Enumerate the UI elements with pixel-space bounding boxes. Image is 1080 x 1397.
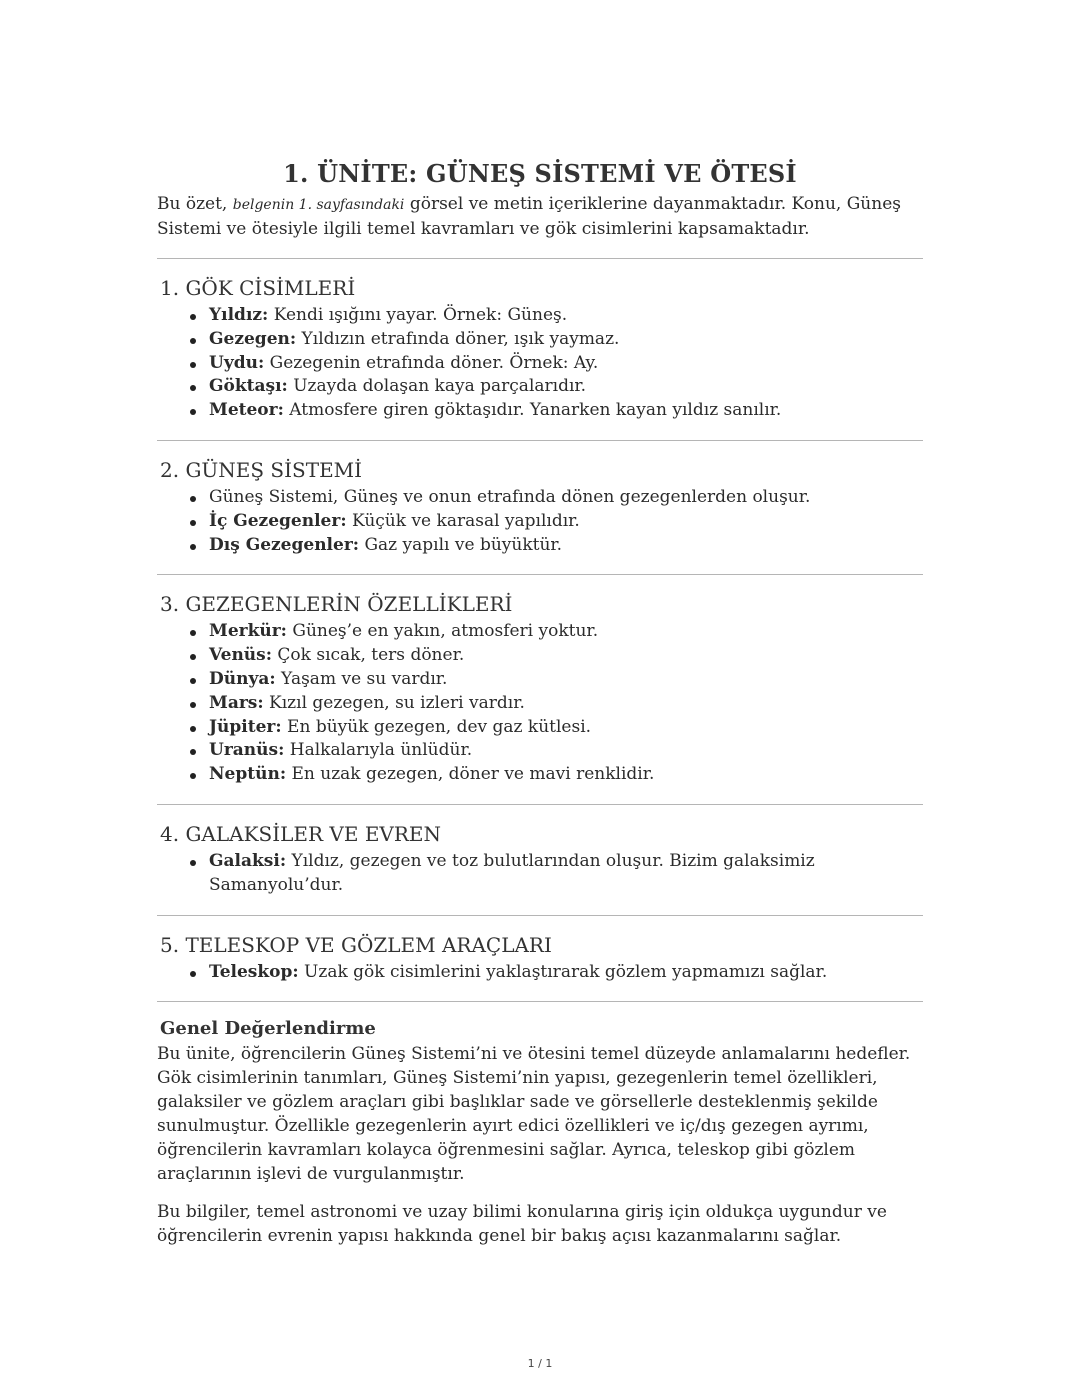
- list-item: [209, 375, 923, 399]
- list-item-text: Kendi ışığını yayar. Örnek: Güneş.: [268, 305, 568, 325]
- list-item: [209, 352, 923, 376]
- list-item: [209, 644, 923, 668]
- list-item-text: Uzayda dolaşan kaya parçalarıdır.: [287, 376, 587, 397]
- intro-text-start: Bu özet,: [157, 194, 233, 214]
- list-item: [209, 399, 923, 423]
- page-title: 1. ÜNİTE: GÜNEŞ SİSTEMİ VE ÖTESİ: [283, 159, 797, 188]
- list-item-text: Gezegenin etrafında döner. Örnek: Ay.: [264, 352, 599, 373]
- list-item-text: Yaşam ve su vardır.: [275, 668, 448, 689]
- list-item: [209, 850, 923, 898]
- bullet-icon: [190, 678, 196, 684]
- list-item: [209, 763, 923, 787]
- bullet-icon: [190, 773, 196, 779]
- section-divider: [157, 1001, 923, 1002]
- list-item: [209, 668, 923, 692]
- list-item-term: Galaksi:: [209, 850, 287, 871]
- section-divider: [157, 258, 923, 259]
- list-item-term: Yıldız:: [209, 305, 269, 325]
- bullet-icon: [190, 726, 196, 732]
- section-divider: [157, 440, 923, 441]
- bullet-icon: [190, 385, 196, 391]
- list-item-text: Kızıl gezegen, su izleri vardır.: [263, 692, 525, 713]
- bullet-icon: [190, 544, 196, 550]
- section-divider: [157, 804, 923, 805]
- list-item: [209, 510, 923, 534]
- list-item-text: En uzak gezegen, döner ve mavi renklidir.: [286, 764, 655, 785]
- bullet-icon: [190, 520, 196, 526]
- list-item: [209, 486, 923, 510]
- list-item-term: Venüs:: [209, 645, 273, 666]
- section-list: [157, 620, 923, 787]
- list-item: [209, 620, 923, 644]
- bullet-icon: [190, 496, 196, 502]
- section-list: [157, 304, 923, 423]
- bullet-icon: [190, 971, 196, 977]
- intro-text-end: görsel ve metin içeriklerine dayanmaktadır. Konu, Güneş Sistemi ve ötesiyle ilgili temel kavramları ve gök cisimlerini kapsamaktadır.: [157, 194, 901, 239]
- list-item-term: İç Gezegenler:: [209, 510, 347, 531]
- bullet-icon: [190, 630, 196, 636]
- section-heading: 2. GÜNEŞ SİSTEMİ: [160, 457, 363, 482]
- intro-italic-text: belgenin 1. sayfasındaki: [232, 197, 405, 213]
- list-item-term: Gezegen:: [209, 328, 297, 349]
- list-item-term: Dünya:: [209, 668, 276, 689]
- list-item-term: Göktaşı:: [209, 376, 288, 397]
- bullet-icon: [190, 860, 196, 866]
- list-item-term: Dış Gezegenler:: [209, 534, 360, 555]
- list-item-text: Gaz yapılı ve büyüktür.: [359, 534, 563, 555]
- list-item-term: Uydu:: [209, 352, 265, 373]
- list-item-text: Güneş Sistemi, Güneş ve onun etrafında dönen gezegenlerden oluşur.: [209, 486, 811, 507]
- list-item: [209, 739, 923, 763]
- list-item: [209, 961, 923, 985]
- list-item-text: Yıldızın etrafında döner, ışık yaymaz.: [296, 328, 620, 349]
- evaluation-heading: Genel Değerlendirme: [160, 1018, 376, 1040]
- list-item-term: Uranüs:: [209, 740, 285, 761]
- list-item-text: Uzak gök cisimlerini yaklaştırarak gözlem yapmamızı sağlar.: [298, 961, 828, 982]
- list-item-term: Jüpiter:: [209, 716, 282, 737]
- page-number: 1 / 1: [527, 1357, 553, 1370]
- bullet-icon: [190, 702, 196, 708]
- list-item: [209, 716, 923, 740]
- list-item-text: Küçük ve karasal yapılıdır.: [346, 510, 580, 531]
- list-item-text: Güneş’e en yakın, atmosferi yoktur.: [286, 621, 599, 642]
- section-heading: 5. TELESKOP VE GÖZLEM ARAÇLARI: [160, 932, 552, 957]
- section-list: [157, 486, 923, 557]
- list-item: [209, 328, 923, 352]
- document-page: [157, 158, 923, 1248]
- bullet-icon: [190, 749, 196, 755]
- bullet-icon: [190, 338, 196, 344]
- section-heading: 4. GALAKSİLER VE EVREN: [160, 821, 442, 846]
- section-heading: 1. GÖK CİSİMLERİ: [160, 276, 356, 300]
- section-list: [157, 850, 923, 898]
- list-item: [209, 692, 923, 716]
- list-item-term: Teleskop:: [209, 961, 299, 982]
- intro-paragraph: [157, 192, 923, 241]
- section-list: [157, 961, 923, 985]
- bullet-icon: [190, 654, 196, 660]
- list-item-term: Neptün:: [209, 764, 287, 785]
- list-item-text: Halkalarıyla ünlüdür.: [284, 740, 473, 761]
- section-heading: 3. GEZEGENLERİN ÖZELLİKLERİ: [160, 592, 513, 617]
- list-item-term: Meteor:: [209, 400, 284, 421]
- list-item: [209, 304, 923, 328]
- section-divider: [157, 574, 923, 575]
- list-item-text: En büyük gezegen, dev gaz kütlesi.: [281, 716, 592, 737]
- evaluation-paragraph-1: Bu ünite, öğrencilerin Güneş Sistemi’ni ve ötesini temel düzeyde anlamalarını hedefler. Gök cisimlerinin tanımları, Güneş Sistemi’nin yapısı, gezegenlerin temel özellikleri, galaksiler ve gözlem araçları gibi başlıklar sade ve görsellerle desteklenmiş şekilde sunulmuştur. Özellikle gezegenlerin ayırt edici özellikleri ve iç/dış gezegen ayrımı, öğrencilerin kavramları kolayca öğrenmesini sağlar. Ayrıca, teleskop gibi gözlem araçlarının işlevi de vurgulanmıştır.: [157, 1044, 911, 1185]
- list-item-term: Merkür:: [209, 621, 287, 642]
- list-item: [209, 534, 923, 558]
- bullet-icon: [190, 409, 196, 415]
- bullet-icon: [190, 362, 196, 368]
- sections-container: [157, 274, 923, 1002]
- list-item-text: Çok sıcak, ters döner.: [272, 645, 465, 666]
- bullet-icon: [190, 314, 196, 320]
- list-item-text: Atmosfere giren göktaşıdır. Yanarken kayan yıldız sanılır.: [283, 400, 782, 421]
- list-item-text: Yıldız, gezegen ve toz bulutlarından oluşur. Bizim galaksimiz Samanyolu’dur.: [209, 850, 815, 895]
- evaluation-paragraph-2: Bu bilgiler, temel astronomi ve uzay bilimi konularına giriş için oldukça uygundur ve öğrencilerin evrenin yapısı hakkında genel bir bakış açısı kazanmalarını sağlar.: [157, 1202, 887, 1247]
- section-divider: [157, 915, 923, 916]
- list-item-term: Mars:: [209, 692, 264, 713]
